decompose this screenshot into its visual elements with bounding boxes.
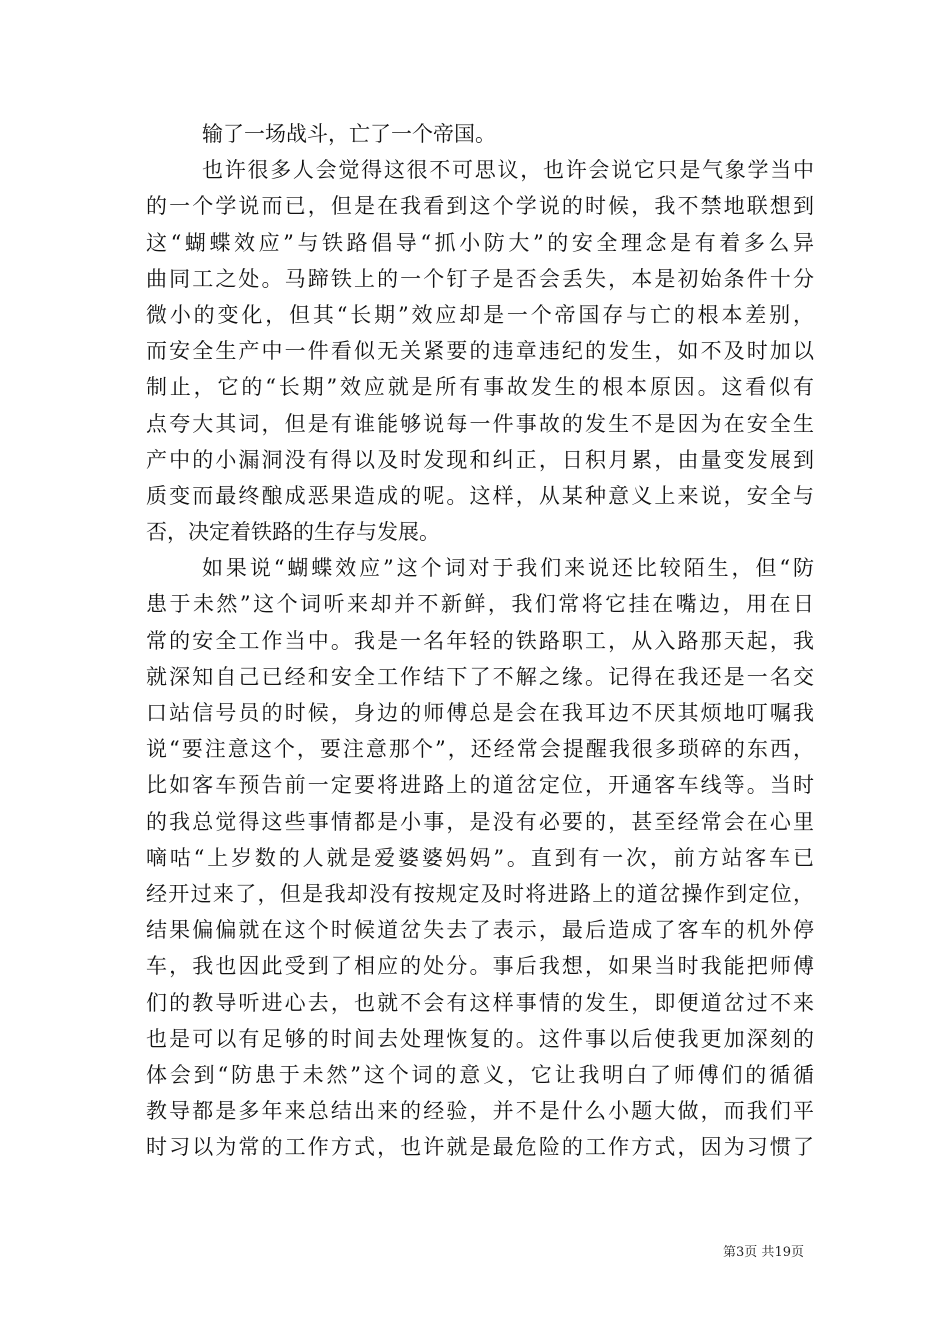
- text-line: 的我总觉得这些事情都是小事，是没有必要的，甚至经常会在心里: [146, 809, 814, 834]
- text-line: 也是可以有足够的时间去处理恢复的。这件事以后使我更加深刻的: [146, 1026, 814, 1051]
- text-line: 质变而最终酿成恶果造成的呢。这样，从某种意义上来说，安全与: [146, 483, 814, 508]
- current-page-number: 3: [736, 1245, 745, 1260]
- text-line: 这“蝴蝶效应”与铁路倡导“抓小防大”的安全理念是有着多么异: [146, 230, 814, 255]
- text-line: 比如客车预告前一定要将进路上的道岔定位，开通客车线等。当时: [146, 773, 814, 798]
- footer-prefix: 第: [723, 1245, 737, 1260]
- footer-middle: 页 共: [744, 1245, 775, 1260]
- text-line: 患于未然”这个词听来却并不新鲜，我们常将它挂在嘴边，用在日: [146, 592, 814, 617]
- text-line: 车，我也因此受到了相应的处分。事后我想，如果当时我能把师傅: [146, 954, 814, 979]
- text-line: 教导都是多年来总结出来的经验，并不是什么小题大做，而我们平: [146, 1099, 814, 1124]
- text-line: 产中的小漏洞没有得以及时发现和纠正，日积月累，由量变发展到: [146, 447, 814, 472]
- text-line: 而安全生产中一件看似无关紧要的违章违纪的发生，如不及时加以: [146, 339, 814, 364]
- total-page-number: 19: [774, 1245, 791, 1260]
- text-line: 微小的变化，但其“长期”效应却是一个帝国存与亡的根本差别，: [146, 302, 814, 327]
- text-line: 们的教导听进心去，也就不会有这样事情的发生，即便道岔过不来: [146, 990, 814, 1015]
- text-line: 时习以为常的工作方式，也许就是最危险的工作方式，因为习惯了: [146, 1135, 814, 1160]
- text-line: 曲同工之处。马蹄铁上的一个钉子是否会丢失，本是初始条件十分: [146, 266, 814, 291]
- text-line: 的一个学说而已，但是在我看到这个学说的时候，我不禁地联想到: [146, 194, 814, 219]
- text-line: 口站信号员的时候，身边的师傅总是会在我耳边不厌其烦地叮嘱我: [146, 701, 814, 725]
- text-line: 制止，它的“长期”效应就是所有事故发生的根本原因。这看似有: [146, 375, 814, 400]
- page-number-footer: [723, 1245, 804, 1261]
- text-line: 说“要注意这个，要注意那个”，还经常会提醒我很多琐碎的东西，: [146, 737, 814, 762]
- footer-suffix: 页: [790, 1245, 804, 1260]
- text-line: 体会到“防患于未然”这个词的意义，它让我明白了师傅们的循循: [146, 1062, 814, 1087]
- text-line: 输了一场战斗，亡了一个帝国。: [202, 122, 496, 146]
- text-line: 如果说“蝴蝶效应”这个词对于我们来说还比较陌生，但“防: [202, 556, 814, 581]
- text-line: 结果偏偏就在这个时候道岔失去了表示，最后造成了客车的机外停: [146, 918, 814, 943]
- text-line: 常的安全工作当中。我是一名年轻的铁路职工，从入路那天起，我: [146, 628, 814, 653]
- text-line: 经开过来了，但是我却没有按规定及时将进路上的道岔操作到定位，: [146, 881, 814, 906]
- text-line: 也许很多人会觉得这很不可思议，也许会说它只是气象学当中: [202, 158, 814, 183]
- body-text: [146, 116, 814, 1165]
- text-line: 嘀咕“上岁数的人就是爱婆婆妈妈”。直到有一次，前方站客车已: [146, 845, 814, 870]
- text-line: 点夸大其词，但是有谁能够说每一件事故的发生不是因为在安全生: [146, 411, 814, 436]
- text-line: 否，决定着铁路的生存与发展。: [146, 520, 440, 545]
- text-line: 就深知自己已经和安全工作结下了不解之缘。记得在我还是一名交: [146, 664, 814, 689]
